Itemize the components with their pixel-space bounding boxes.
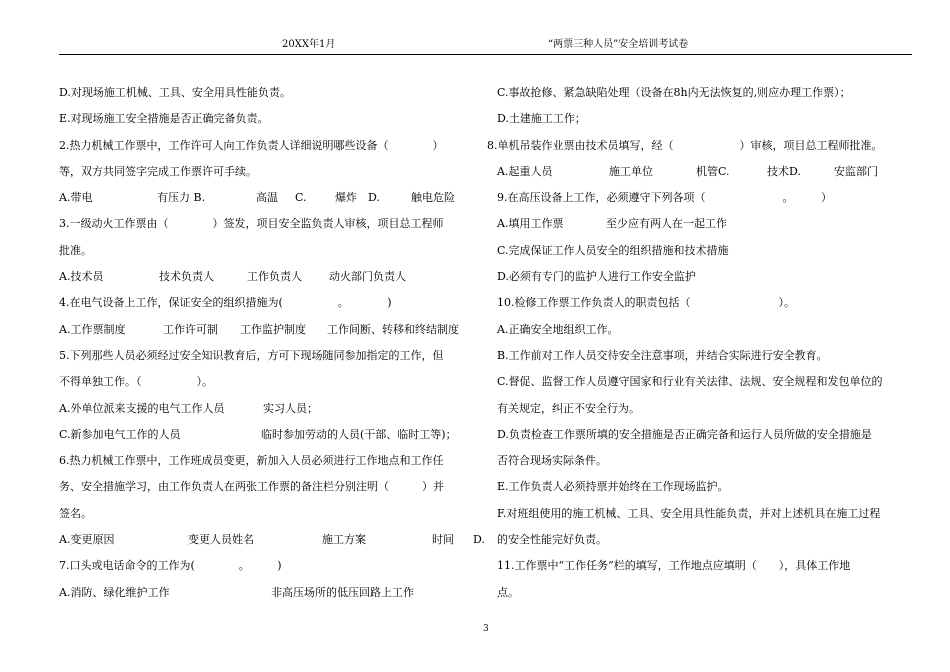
option-line: A.消防、绿化维护工作 非高压场所的低压回路上工作: [59, 585, 414, 599]
question-line: 6.热力机械工作票中，工作班成员变更，新加入人员必须进行工作地点和工作任: [59, 454, 444, 468]
question-line: 否符合现场实际条件。: [497, 454, 607, 468]
question-line: 有关规定，纠正不安全行为。: [497, 401, 640, 415]
option-line: A.填用工作票 至少应有两人在一起工作: [497, 217, 727, 231]
option-line: A.技术员 技术负责人 工作负责人 动火部门负责人: [59, 270, 406, 284]
page-number: 3: [483, 624, 489, 634]
option-line: A.起重人员 施工单位 机管C. 技术D. 安监部门: [497, 164, 878, 178]
question-line: 不得单独工作。（ ）。: [59, 375, 213, 389]
question-line: 2.热力机械工作票中，工作许可人向工作负责人详细说明哪些设备（ ）: [59, 138, 444, 152]
question-line: 7.口头或电话命令的工作为( 。 ): [59, 559, 282, 573]
question-line: 3.一级动火工作票由（ ）签发，项目安全监负责人审核，项目总工程师: [59, 217, 444, 231]
question-line: C.督促、监督工作人员遵守国家和行业有关法律、法规、安全规程和发包单位的: [497, 375, 883, 389]
question-line: 批准。: [59, 243, 92, 257]
question-line: C.事故抢修、紧急缺陷处理（设备在8h内无法恢复的,则应办理工作票）；: [497, 86, 851, 99]
header-exam-title: “两票三种人员”安全培训考试卷: [548, 39, 689, 50]
question-line: 的安全性能完好负责。: [497, 533, 607, 547]
question-line: D.土建施工工作；: [497, 112, 586, 126]
option-line: C.新参加电气工作的人员 临时参加劳动的人员(干部、临时工等)；: [59, 427, 457, 441]
question-line: C.完成保证工作人员安全的组织措施和技术措施: [497, 243, 729, 257]
header-date: 20XX年1月: [282, 39, 336, 50]
right-column: [487, 84, 917, 610]
question-line: 等，双方共同签字完成工作票许可手续。: [59, 164, 257, 178]
question-line: F.对班组使用的施工机械、工具、安全用具性能负责，并对上述机具在施工过程: [497, 506, 881, 520]
question-line: 11.工作票中“工作任务”栏的填写，工作地点应填明（ ），具体工作地: [497, 559, 851, 573]
question-line: 务、安全措施学习，由工作负责人在两张工作票的备注栏分别注明（ ）并: [59, 480, 444, 494]
left-column: [59, 84, 484, 610]
question-line: D.必须有专门的监护人进行工作安全监护: [497, 270, 696, 284]
header-rule: [59, 54, 912, 55]
question-line: 点。: [497, 585, 519, 599]
option-line: A.带电 有压力 B. 高温 C. 爆炸 D. 触电危险: [59, 191, 455, 205]
question-line: D.负责检查工作票所填的安全措施是否正确完备和运行人员所做的安全措施是: [497, 427, 872, 441]
question-line: 8.单机吊装作业票由技术员填写，经（ ）审核，项目总工程师批准。: [487, 138, 883, 152]
question-line: 签名。: [59, 506, 92, 520]
question-line: D.对现场施工机械、工具、安全用具性能负责。: [59, 86, 291, 99]
question-line: A.正确安全地组织工作。: [497, 322, 619, 336]
option-line: A.外单位派来支援的电气工作人员 实习人员；: [59, 401, 318, 415]
option-line: A.变更原因 变更人员姓名 施工方案 时间 D.: [59, 533, 485, 547]
question-line: 4.在电气设备上工作，保证安全的组织措施为( 。 ): [59, 296, 392, 310]
question-line: E.对现场施工安全措施是否正确完备负责。: [59, 112, 269, 126]
question-line: 9.在高压设备上工作，必须遵守下列各项（ 。 ）: [497, 191, 832, 205]
question-line: E.工作负责人必须持票并始终在工作现场监护。: [497, 480, 729, 494]
question-line: B.工作前对工作人员交待安全注意事项，并结合实际进行安全教育。: [497, 348, 828, 362]
question-line: 5.下列那些人员必须经过安全知识教育后，方可下现场随同参加指定的工作，但: [59, 348, 444, 362]
option-line: A.工作票制度 工作许可制 工作监护制度 工作间断、转移和终结制度: [59, 322, 459, 336]
question-line: 10.检修工作票工作负责人的职责包括（ ）。: [497, 296, 795, 310]
